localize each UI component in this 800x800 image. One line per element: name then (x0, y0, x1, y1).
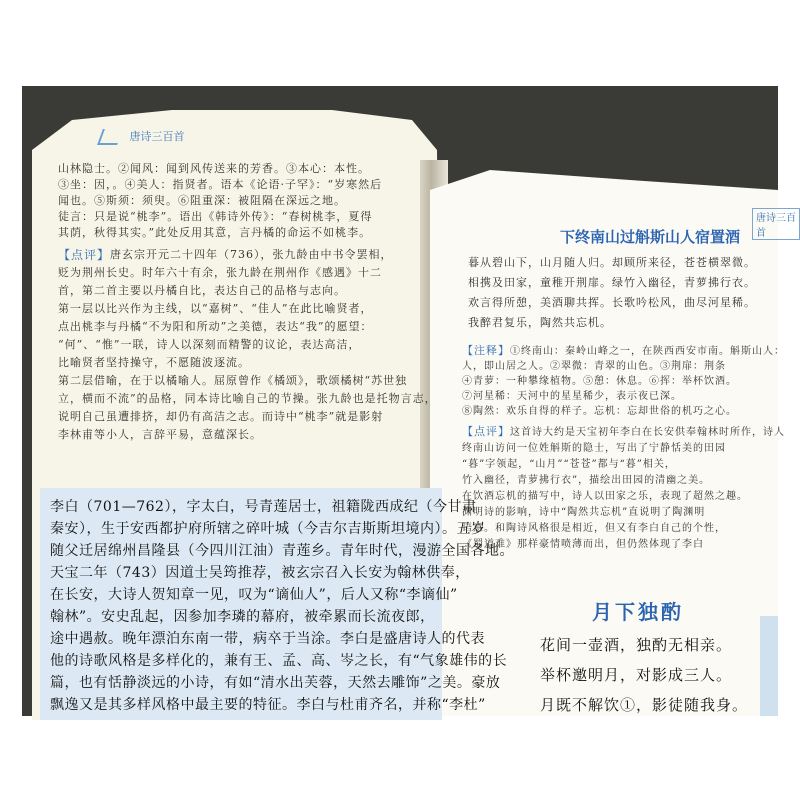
bio-line: 篇，也有恬静淡远的小诗，有如“清水出芙蓉，天然去雕饰”之美。豪放 (50, 675, 501, 691)
poem2-title: 月下独酌 (592, 600, 684, 624)
text-line: 其荫，秋得其实。”此处反用其意，言丹橘的命运不如桃李。 (58, 226, 372, 239)
comment-line: 第二层借喻，在于以橘喻人。屈原曾作《橘颂》，歌颂橘树“苏世独 (58, 374, 408, 387)
comment-line: 渊明诗的影响，诗中“陶然共忘机”直说明了陶渊明 (462, 507, 706, 518)
page-header (100, 128, 185, 145)
bio-line: 随父迁居绵州昌隆县（今四川江油）青莲乡。青年时代，漫游全国各地。 (50, 543, 514, 559)
comment-line: 首，第二首主要以丹橘自比，表达自己的品格与志向。 (58, 284, 346, 297)
comment-line: 在饮酒忘机的描写中，诗人以田家之乐，表现了超然之趣。 (462, 491, 748, 502)
comment-line: 语意。和陶诗风格很是相近，但又有李白自己的个性， (462, 523, 726, 534)
poem2-line: 花间一壶酒，独酌无相亲。 (540, 636, 733, 654)
comment-line: 点出桃李与丹橘“不为阳和所动”之美德，表达“我”的愿望： (58, 320, 373, 333)
note-line: ⑧陶然：欢乐自得的样子。忘机：忘却世俗的机巧之心。 (462, 406, 737, 417)
note-line: ⑦河星稀：天河中的星星稀少，表示夜已深。 (462, 391, 682, 402)
comment-line: 立，横而不流”的品格，同本诗比喻自己的节操。张九龄也是托物言志， (58, 392, 437, 405)
note-line: ④青萝：一种攀缘植物。⑤憩：休息。⑥挥：举杯饮酒。 (462, 376, 737, 387)
comment-line: “暮”字领起，“山月”“苍苍”都与“暮”相关， (462, 459, 676, 470)
text-line: 山林隐士。②闻风：闻到风传送来的芳香。③本心：本性。 (58, 162, 370, 175)
note-line: 人，即山居之人。②翠微：青翠的山色。③荆扉：荆条 (462, 361, 726, 372)
note-label: 【注释】 (462, 344, 510, 357)
poem1-line: 欢言得所憩，美酒聊共挥。长歌吟松风，曲尽河星稀。 (468, 296, 756, 309)
bio-line: 在长安，大诗人贺知章一见，叹为“谪仙人”，后人又称“李谪仙” (50, 587, 458, 603)
comment-line: 《蜀道难》那样豪情喷薄而出，但仍然体现了李白 (462, 539, 704, 550)
text-line: 徒言：只是说“桃李”。语出《韩诗外传》：“春树桃李，夏得 (58, 210, 373, 223)
logo-icon (97, 129, 123, 145)
text-line: 闻也。⑤斯须：须臾。⑥阻重深：被阻隔在深远之地。 (58, 194, 346, 207)
comment-line: 竹入幽径，青萝拂行衣”，描绘出田园的清幽之美。 (462, 475, 711, 486)
page-edge-tab (760, 616, 778, 716)
comment-line: 唐玄宗开元二十四年（736），张九龄由中书令罢相， (110, 248, 393, 261)
bio-line: 翰林”。安史乱起，因参加李璘的幕府，被牵累而长流夜郎， (50, 609, 435, 625)
comment-line: 比喻贤者坚持操守，不愿随波逐流。 (58, 356, 250, 369)
comment-line: 终南山访问一位姓斛斯的隐士，写出了宁静恬美的田园 (462, 443, 726, 454)
comment-line: 第一层以比兴作为主线，以“嘉树”、“佳人”在此比喻贤者， (58, 302, 373, 315)
comment-line: “何”、“惟”一联，诗人以深刻而精警的议论，表达高洁， (58, 338, 361, 351)
running-head: 唐诗三百首 (752, 208, 800, 240)
comment-line: 李林甫等小人，言辞平易，意蕴深长。 (58, 428, 262, 441)
book-title: 唐诗三百首 (129, 130, 185, 143)
comment-label: 【点评】 (58, 248, 111, 262)
bio-line: 秦安），生于安西都护府所辖之碎叶城（今吉尔吉斯斯坦境内）。五岁 (50, 521, 486, 537)
bio-line: 途中遇赦。晚年漂泊东南一带，病卒于当涂。李白是盛唐诗人的代表 (50, 631, 485, 647)
bio-line: 他的诗歌风格是多样化的，兼有王、孟、高、岑之长，有“气象雄伟的长 (50, 653, 508, 669)
bio-line: 天宝二年（743）因道士吴筠推荐，被玄宗召入长安为翰林供奉， (50, 565, 470, 581)
note-line: ①终南山：秦岭山峰之一，在陕西西安市南。斛斯山人： (510, 346, 785, 357)
poem2-line: 举杯邀明月，对影成三人。 (540, 666, 733, 684)
comment-line: 这首诗大约是天宝初年李白在长安供奉翰林时所作，诗人 (510, 427, 785, 438)
bio-line: 李白（701—762），字太白，号青莲居士，祖籍陇西成纪（今甘肃 (50, 499, 477, 515)
poem1-title: 下终南山过斛斯山人宿置酒 (560, 228, 741, 246)
text-line: ③坐：因，。④美人：指贤者。语本《论语·子罕》：“岁寒然后 (58, 178, 383, 191)
poem1-line: 我醉君复乐，陶然共忘机。 (468, 316, 612, 329)
comment-label: 【点评】 (462, 425, 510, 438)
bio-line: 飘逸又是其多样风格中最主要的特征。李白与杜甫齐名，并称“李杜” (50, 697, 486, 713)
comment-line: 贬为荆州长史。时年六十有余，张九龄在荆州作《感遇》十二 (58, 266, 382, 279)
poem1-line: 相携及田家，童稚开荆扉。绿竹入幽径，青萝拂行衣。 (468, 276, 756, 289)
poem2-line: 月既不解饮①，影徒随我身。 (540, 696, 749, 714)
comment-line: 说明自己虽遭排挤，却仍有高洁之志。而诗中“桃李”就是影射 (58, 410, 384, 423)
poem1-line: 暮从碧山下，山月随人归。却顾所来径，苍苍横翠微。 (468, 256, 756, 269)
